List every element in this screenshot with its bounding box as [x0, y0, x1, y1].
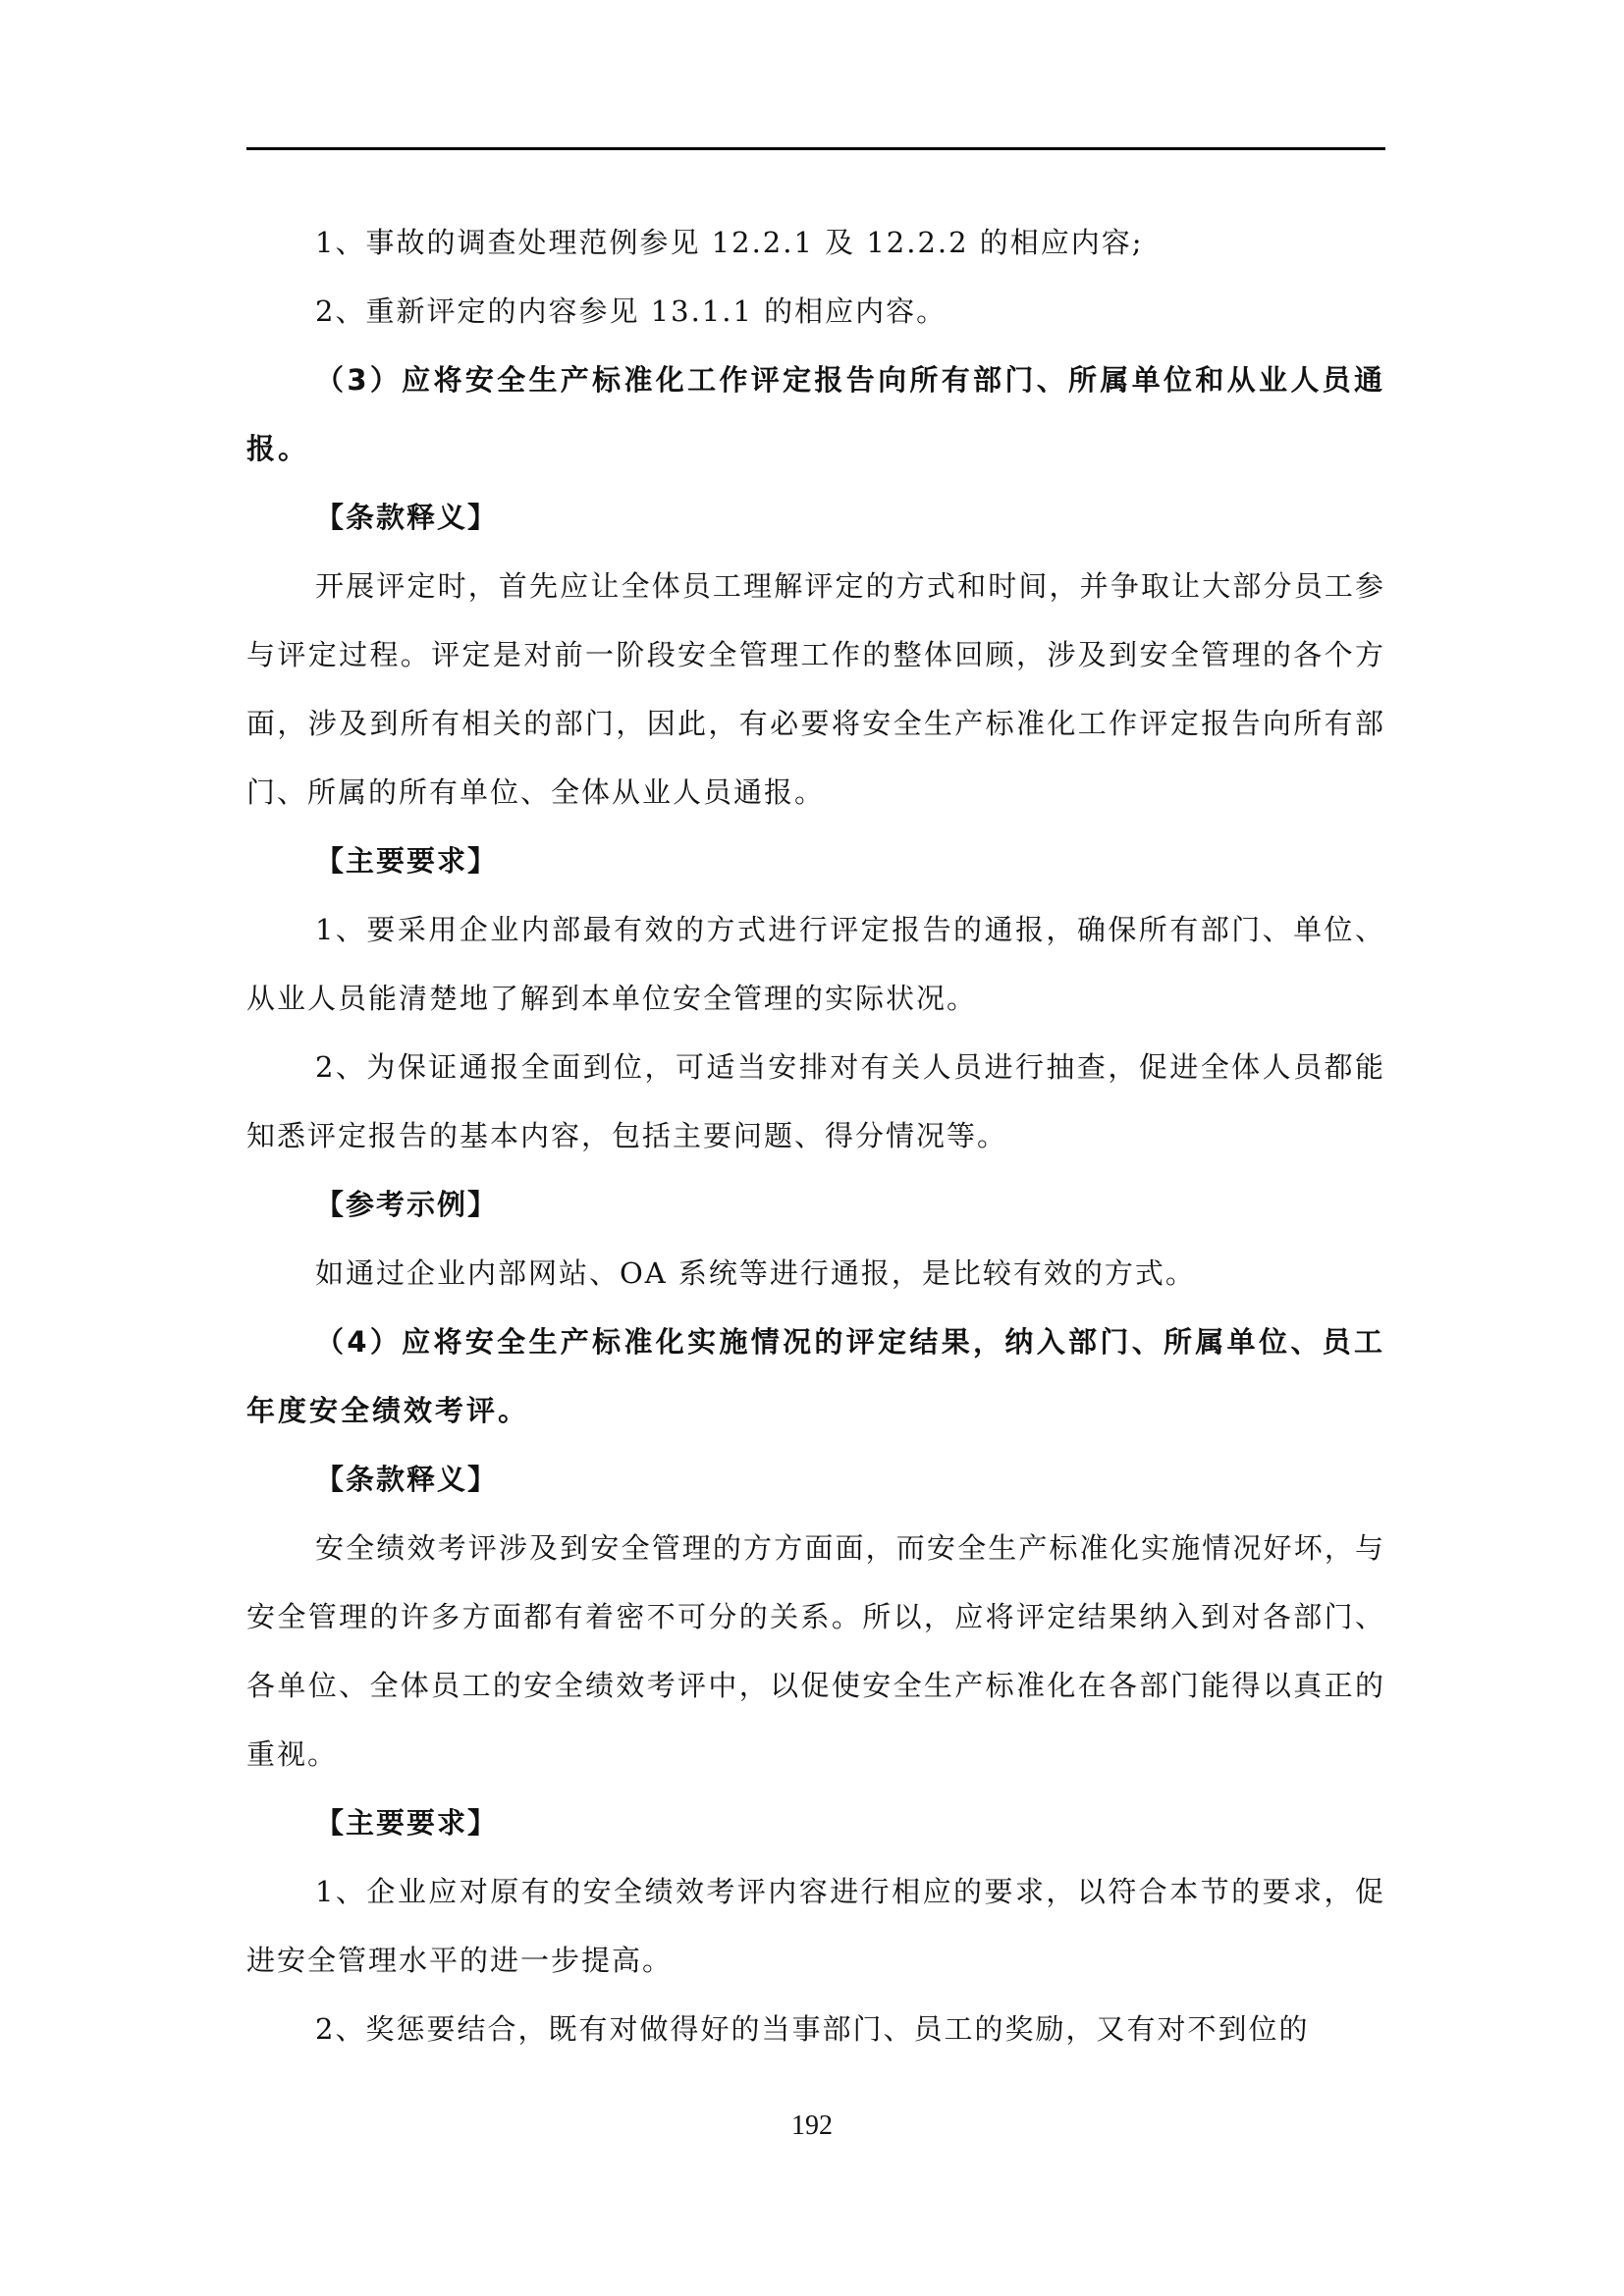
reference-example: 如通过企业内部网站、OA 系统等进行通报，是比较有效的方式。	[315, 1256, 1196, 1290]
page-number: 192	[791, 2110, 833, 2141]
item-reference-accident: 1、事故的调查处理范例参见 12.2.1 及 12.2.2 的相应内容;	[315, 226, 1144, 259]
heading-main-requirements: 【主要要求】	[315, 844, 499, 878]
heading-main-requirements: 【主要要求】	[315, 1806, 499, 1840]
interpretation-paragraph: 开展评定时，首先应让全体员工理解评定的方式和时间，并争取让大部分员工参与评定过程。评定是对前一阶段安全管理工作的整体回顾，涉及到安全管理的各个方面，涉及到所有相关的部门，因此，有必要将安全生产标准化工作评定报告向所有部门、所属的所有单位、全体从业人员通报。	[246, 569, 1385, 809]
requirement-2: 2、为保证通报全面到位，可适当安排对有关人员进行抽查，促进全体人员都能知悉评定报告的基本内容，包括主要问题、得分情况等。	[246, 1050, 1385, 1152]
clause-4: （4）应将安全生产标准化实施情况的评定结果，纳入部门、所属单位、员工年度安全绩效考评。	[246, 1325, 1385, 1427]
clause-3: （3）应将安全生产标准化工作评定报告向所有部门、所属单位和从业人员通报。	[246, 363, 1385, 465]
requirement-1: 1、要采用企业内部最有效的方式进行评定报告的通报，确保所有部门、单位、从业人员能清楚地了解到本单位安全管理的实际状况。	[246, 913, 1385, 1015]
item-reference-reassessment: 2、重新评定的内容参见 13.1.1 的相应内容。	[315, 294, 947, 328]
header-rule	[246, 147, 1385, 150]
page-body	[246, 208, 1385, 2063]
interpretation-paragraph: 安全绩效考评涉及到安全管理的方方面面，而安全生产标准化实施情况好坏，与安全管理的许多方面都有着密不可分的关系。所以，应将评定结果纳入到对各部门、各单位、全体员工的安全绩效考评中，以促使安全生产标准化在各部门能得以真正的重视。	[246, 1531, 1385, 1771]
requirement-2: 2、奖惩要结合，既有对做得好的当事部门、员工的奖励，又有对不到位的	[315, 2012, 1310, 2046]
heading-clause-interpretation: 【条款释义】	[315, 1463, 499, 1496]
requirement-1: 1、企业应对原有的安全绩效考评内容进行相应的要求，以符合本节的要求，促进安全管理水平的进一步提高。	[246, 1875, 1385, 1977]
heading-clause-interpretation: 【条款释义】	[315, 501, 499, 534]
heading-reference-example: 【参考示例】	[315, 1188, 499, 1221]
